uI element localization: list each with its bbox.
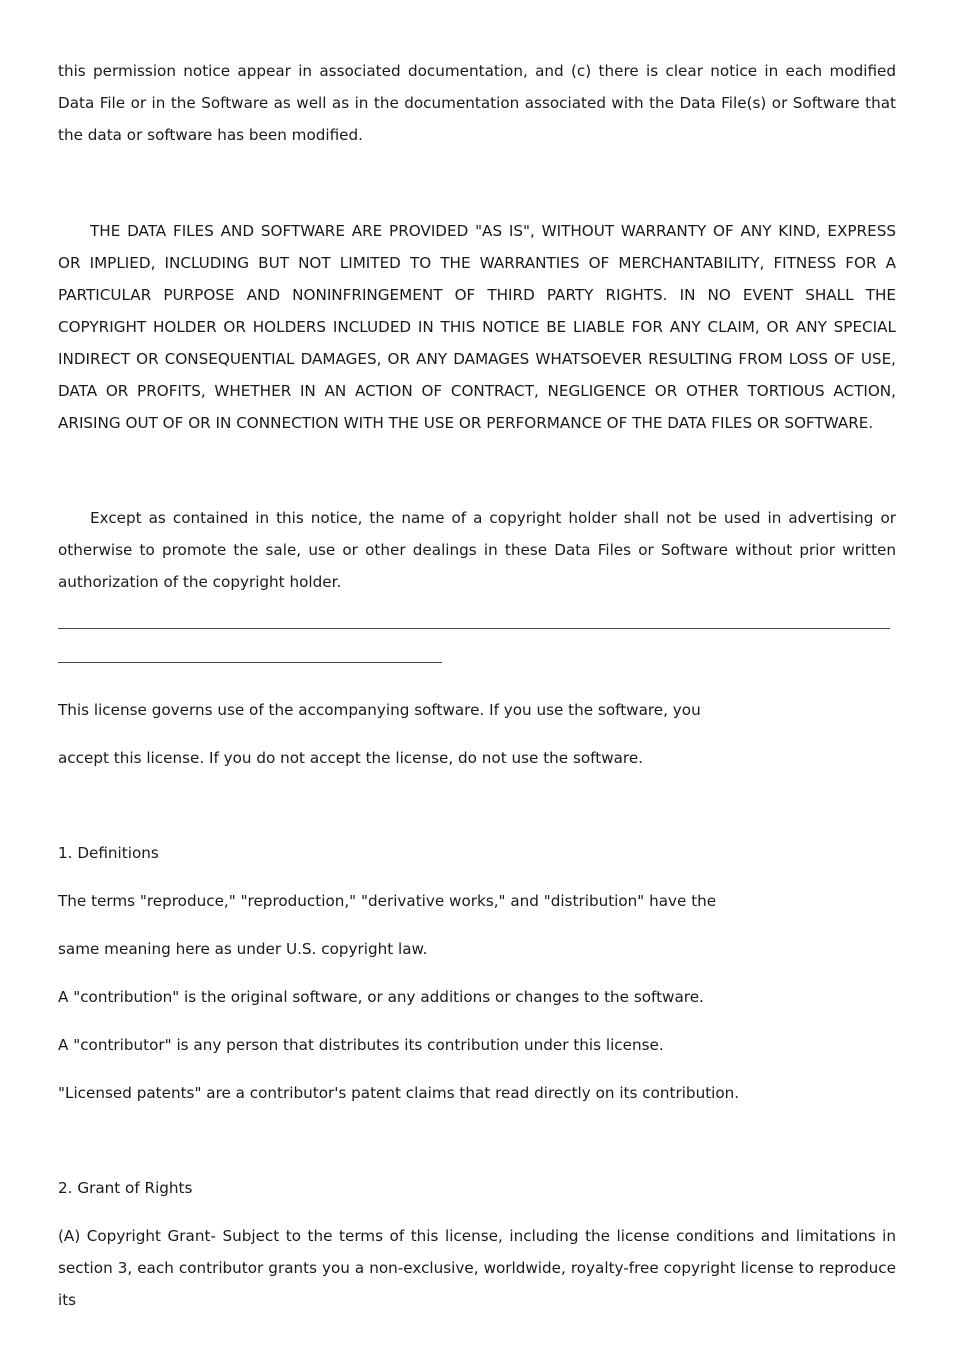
separator-rule-long <box>58 628 890 629</box>
definition-line-5: "Licensed patents" are a contributor's patent claims that read directly on its contribution. <box>58 1084 740 1102</box>
permission-notice-paragraph: this permission notice appear in associated documentation, and (c) there is clear notice in each modified Data File or in the Software as well as in the documentation associated with the Data File(s) or Software that the data or software has been modified. <box>58 62 896 144</box>
definition-line-3: A "contribution" is the original software, or any additions or changes to the software. <box>58 988 704 1006</box>
definitions-heading: 1. Definitions <box>58 844 159 862</box>
definition-line-1: The terms "reproduce," "reproduction," "derivative works," and "distribution" have the <box>58 892 717 910</box>
definition-line-4: A "contributor" is any person that distributes its contribution under this license. <box>58 1036 664 1054</box>
grant-of-rights-heading: 2. Grant of Rights <box>58 1179 193 1197</box>
license-intro-line-1: This license governs use of the accompanying software. If you use the software, you <box>58 701 701 719</box>
copyright-grant-paragraph: (A) Copyright Grant- Subject to the terms of this license, including the license conditions and limitations in section 3, each contributor grants you a non-exclusive, worldwide, royalty-free copyright license to reproduce its <box>58 1227 896 1309</box>
license-intro-line-2: accept this license. If you do not accept the license, do not use the software. <box>58 749 644 767</box>
advertising-restriction-paragraph: Except as contained in this notice, the name of a copyright holder shall not be used in advertising or otherwise to promote the sale, use or other dealings in these Data Files or Software without prior written authorization of the copyright holder. <box>58 509 896 591</box>
separator-rule-short <box>58 662 442 663</box>
warranty-disclaimer-paragraph: THE DATA FILES AND SOFTWARE ARE PROVIDED "AS IS", WITHOUT WARRANTY OF ANY KIND, EXPRESS OR IMPLIED, INCLUDING BUT NOT LIMITED TO THE WARRANTIES OF MERCHANTABILITY, FITNESS FOR A PARTICULAR PURPOSE AND NONINFRINGEMENT OF THIRD PARTY RIGHTS. IN NO EVENT SHALL THE COPYRIGHT HOLDER OR HOLDERS INCLUDED IN THIS NOTICE BE LIABLE FOR ANY CLAIM, OR ANY SPECIAL INDIRECT OR CONSEQUENTIAL DAMAGES, OR ANY DAMAGES WHATSOEVER RESULTING FROM LOSS OF USE, DATA OR PROFITS, WHETHER IN AN ACTION OF CONTRACT, NEGLIGENCE OR OTHER TORTIOUS ACTION, ARISING OUT OF OR IN CONNECTION WITH THE USE OR PERFORMANCE OF THE DATA FILES OR SOFTWARE. <box>58 222 896 432</box>
definition-line-2: same meaning here as under U.S. copyright law. <box>58 940 428 958</box>
